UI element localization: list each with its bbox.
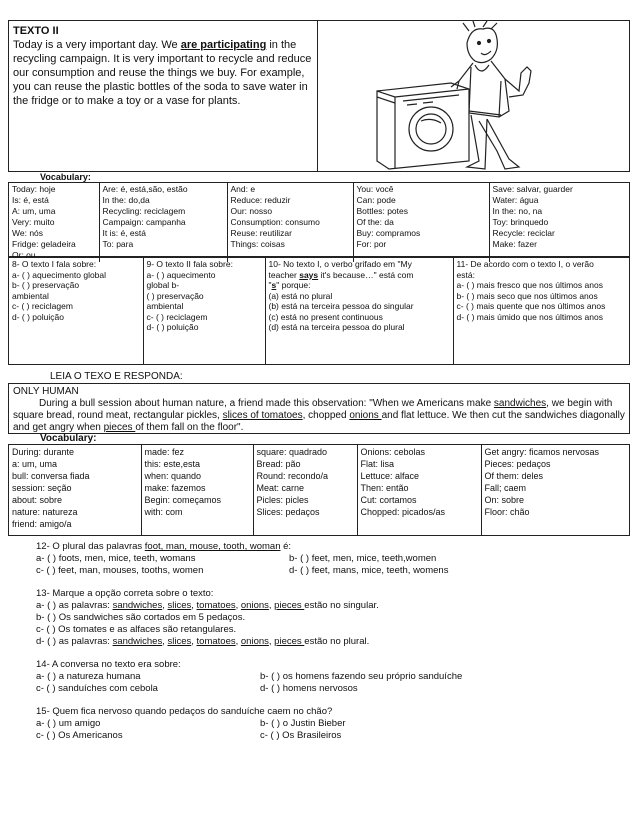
vocab-entry: Meat: carne — [256, 483, 305, 493]
vocab-entry: about: sobre — [12, 495, 63, 505]
question-line: a- ( ) aquecimento — [146, 269, 216, 280]
vocab-entry: Make: fazer — [492, 239, 537, 249]
vocab-entry: friend: amigo/a — [12, 519, 72, 529]
q15-row1 — [36, 718, 626, 730]
q15-option-c[interactable]: c- ( ) Os Americanos — [36, 730, 123, 741]
vocab1-col-3 — [227, 183, 353, 262]
vocab-entry: Fridge: geladeira — [12, 239, 76, 249]
q14-option-d[interactable]: d- ( ) homens nervosos — [260, 683, 358, 694]
vocab-entry: Begin: começamos — [144, 495, 222, 505]
vocab-entry: Cut: cortamos — [360, 495, 417, 505]
only-human-box — [8, 383, 630, 434]
vocab1-col-5 — [489, 183, 629, 262]
vocab-entry: bull: conversa fiada — [12, 471, 90, 481]
question-line: (c) está no present continuous — [268, 311, 383, 322]
question-line: a- ( ) aquecimento global — [12, 269, 107, 280]
q14-option-b[interactable]: b- ( ) os homens fazendo seu próprio sanduíche — [260, 671, 463, 682]
q15-option-b[interactable]: b- ( ) o Justin Bieber — [260, 718, 346, 729]
q13-option-d[interactable]: d- ( ) as palavras: sandwiches, slices, tomatoes, onions, pieces estão no plural. — [36, 636, 370, 647]
vocab-entry: Recycling: reciclagem — [102, 206, 186, 216]
vocab-entry: Reduce: reduzir — [230, 195, 291, 205]
vocab-entry: Water: água — [492, 195, 539, 205]
vocab-entry: Of them: deles — [484, 471, 544, 481]
vocab-entry: For: por — [356, 239, 387, 249]
q13-stem: 13- Marque a opção correta sobre o texto: — [36, 588, 214, 599]
question-line: d- ( ) poluição — [12, 311, 64, 322]
vocab-entry: Round: recondo/a — [256, 471, 329, 481]
q12-row2 — [36, 565, 626, 577]
q12-option-c[interactable]: c- ( ) feet, man, mouses, tooths, women — [36, 565, 204, 576]
vocab-entry: You: você — [356, 184, 394, 194]
vocab-entry: Floor: chão — [484, 507, 530, 517]
question-line: (b) está na terceira pessoa do singular — [268, 301, 414, 311]
vocab-entry: Slices: pedaços — [256, 507, 320, 517]
q15-stem: 15- Quem fica nervoso quando pedaços do sanduíche caem no chão? — [36, 706, 333, 717]
vocab-entry: square: quadrado — [256, 447, 328, 457]
vocab-entry: A: um, uma — [12, 206, 56, 216]
q14-stem: 14- A conversa no texto era sobre: — [36, 659, 181, 670]
leia-heading: LEIA O TEXO E RESPONDA: — [50, 371, 183, 382]
vocab-entry: Of the: da — [356, 217, 394, 227]
vocab-entry: Recycle: reciclar — [492, 228, 555, 238]
vocab-entry: Then: então — [360, 483, 409, 493]
vocab-entry: Things: coisas — [230, 239, 285, 249]
q13-option-c[interactable]: c- ( ) Os tomates e as alfaces são retangulares. — [36, 624, 237, 635]
vocab-entry: Are: é, está,são, estão — [102, 184, 188, 194]
vocab-entry: Our: nosso — [230, 206, 273, 216]
only-human-paragraph: During a bull session about human nature, a friend made this observation: "When we Americans make sandwiches, we begin with square bread, round meat, rectangular pickles, slices of tomatoes, chopped onions and flat lettuce. We then cut the sandwiches diagonally and get angry when pieces of them fall on the floor". — [13, 398, 625, 433]
vocab-entry: And: e — [230, 184, 256, 194]
vocab-entry: Can: pode — [356, 195, 396, 205]
vocab-entry: Get angry: ficamos nervosas — [484, 447, 600, 457]
vocab2-col-3 — [253, 445, 357, 535]
vocab-entry: In the: no, na — [492, 206, 543, 216]
questions-12-15 — [36, 541, 626, 742]
questions-8-11-table — [8, 257, 630, 365]
question-line: c- ( ) mais quente que nos últimos anos — [456, 301, 606, 311]
vocab-entry: Picles: picles — [256, 495, 309, 505]
question-8 — [9, 258, 143, 364]
vocab-entry: Reuse: reutilizar — [230, 228, 292, 238]
vocab2-table — [8, 444, 630, 536]
vocab-entry: when: quando — [144, 471, 202, 481]
q14-row1 — [36, 671, 626, 683]
question-line: global b- — [146, 280, 180, 290]
question-line: c- ( ) reciclagem — [12, 301, 73, 311]
vocab-entry: To: para — [102, 239, 134, 249]
vocab-entry: Toy: brinquedo — [492, 217, 549, 227]
vocab-entry: Campaign: campanha — [102, 217, 186, 227]
vocab-entry: Or: ou — [12, 250, 36, 260]
vocab-entry: Consumption: consumo — [230, 217, 320, 227]
vocab2-col-4 — [357, 445, 481, 535]
vocab-entry: Today: hoje — [12, 184, 56, 194]
vocab1-col-2 — [99, 183, 227, 262]
question-line: está: — [456, 269, 475, 280]
q12-stem: 12- O plural das palavras foot, man, mouse, tooth, woman é: — [36, 541, 292, 552]
question-line: 9- O texto II fala sobre: — [146, 259, 233, 269]
question-line: ambiental — [12, 290, 49, 301]
vocab1-table — [8, 182, 630, 260]
q14-row2 — [36, 683, 626, 695]
texto2-paragraph: Today is a very important day. We are participating in the recycling campaign. It is very important to recycle and reduce our consumption and reuse the things we buy. For example, you can reuse the plastic bottles of the soda to save water in the fridge or to make a toy or a vase for plants. — [13, 39, 312, 107]
vocab2-col-2 — [141, 445, 253, 535]
vocab-entry: It is: é, está — [102, 228, 146, 238]
vocab2-col-1 — [9, 445, 141, 535]
question-line: c- ( ) reciclagem — [146, 311, 208, 322]
vocab-entry: made: fez — [144, 447, 185, 457]
vocab-entry: Lettuce: alface — [360, 471, 420, 481]
only-human-title: ONLY HUMAN — [13, 386, 79, 397]
vocab-entry: Flat: lisa — [360, 459, 395, 469]
vocab-entry: make: fazemos — [144, 483, 206, 493]
q13-option-a[interactable]: a- ( ) as palavras: sandwiches, slices, tomatoes, onions, pieces estão no singular. — [36, 600, 379, 611]
vocab-entry: In the: do,da — [102, 195, 150, 205]
q12-row1 — [36, 553, 626, 565]
q12-option-b[interactable]: b- ( ) feet, men, mice, teeth,women — [289, 553, 437, 564]
texto2-text — [13, 24, 313, 108]
vocab-entry: Onions: cebolas — [360, 447, 426, 457]
question-line: ambiental — [146, 301, 184, 311]
question-line: d- ( ) poluição — [146, 322, 199, 332]
vocab1-heading: Vocabulary: — [40, 172, 91, 182]
vocab-entry: Buy: compramos — [356, 228, 421, 238]
question-9 — [143, 258, 265, 364]
vocab-entry: session: seção — [12, 483, 72, 493]
question-10: 10- No texto I, o verbo grifado em "My teacher says it's because…" está com "s" porque: (a) está no plural (b) está na terceira pessoa do singular (c) está no present continuous (d) está na terceira pessoa do plural — [265, 258, 453, 364]
vocab2-col-5 — [481, 445, 629, 535]
vocab-entry: a: um, uma — [12, 459, 58, 469]
question-line: b- ( ) mais seco que nos últimos anos — [456, 290, 598, 301]
q15-option-a[interactable]: a- ( ) um amigo — [36, 718, 101, 729]
question-line: 11- De acordo com o texto I, o verão — [456, 259, 594, 269]
question-line: (a) está no plural — [268, 290, 333, 301]
vocab-entry: Is: é, está — [12, 195, 49, 205]
vocab1-col-4 — [353, 183, 489, 262]
vocab-entry: Save: salvar, guarder — [492, 184, 573, 194]
vocab-entry: Fall; caem — [484, 483, 527, 493]
q15-row2 — [36, 730, 626, 742]
vocab-entry: On: sobre — [484, 495, 525, 505]
question-line: ( ) preservação — [146, 290, 204, 301]
vocab-entry: Chopped: picados/as — [360, 507, 446, 517]
q15-option-d[interactable]: c- ( ) Os Brasileiros — [260, 730, 342, 741]
man-washing-machine-illustration — [359, 21, 559, 171]
vocab-entry: We: nós — [12, 228, 44, 238]
vocab2-heading: Vocabulary: — [40, 433, 97, 444]
question-line: d- ( ) mais úmido que nos últimos anos — [456, 311, 603, 322]
question-line: 8- O texto I fala sobre: — [12, 259, 97, 269]
q12-option-d[interactable]: d- ( ) feet, mans, mice, teeth, womens — [289, 565, 449, 576]
question-line: (d) está na terceira pessoa do plural — [268, 322, 405, 332]
vocab-entry: Pieces: pedaços — [484, 459, 551, 469]
question-11 — [453, 258, 629, 364]
vocab1-col-1 — [9, 183, 99, 262]
q13-option-b[interactable]: b- ( ) Os sandwiches são cortados em 5 pedaços. — [36, 612, 246, 623]
q14-option-a[interactable]: a- ( ) a natureza humana — [36, 671, 141, 682]
q12-option-a[interactable]: a- ( ) foots, men, mice, teeth, womans — [36, 553, 196, 564]
texto2-box — [8, 20, 630, 172]
question-line: b- ( ) preservação — [12, 280, 80, 290]
vocab-entry: During: durante — [12, 447, 75, 457]
vocab-entry: with: com — [144, 507, 183, 517]
q14-option-c[interactable]: c- ( ) sanduíches com cebola — [36, 683, 158, 694]
vocab-entry: Bread: pão — [256, 459, 301, 469]
question-line: a- ( ) mais fresco que nos últimos anos — [456, 280, 603, 290]
vocab-entry: this: este,esta — [144, 459, 201, 469]
texto2-title: TEXTO II — [13, 25, 59, 37]
vocab-entry: Very: muito — [12, 217, 55, 227]
vocab-entry: nature: natureza — [12, 507, 78, 517]
texto2-divider — [317, 21, 318, 171]
vocab-entry: Bottles: potes — [356, 206, 409, 216]
